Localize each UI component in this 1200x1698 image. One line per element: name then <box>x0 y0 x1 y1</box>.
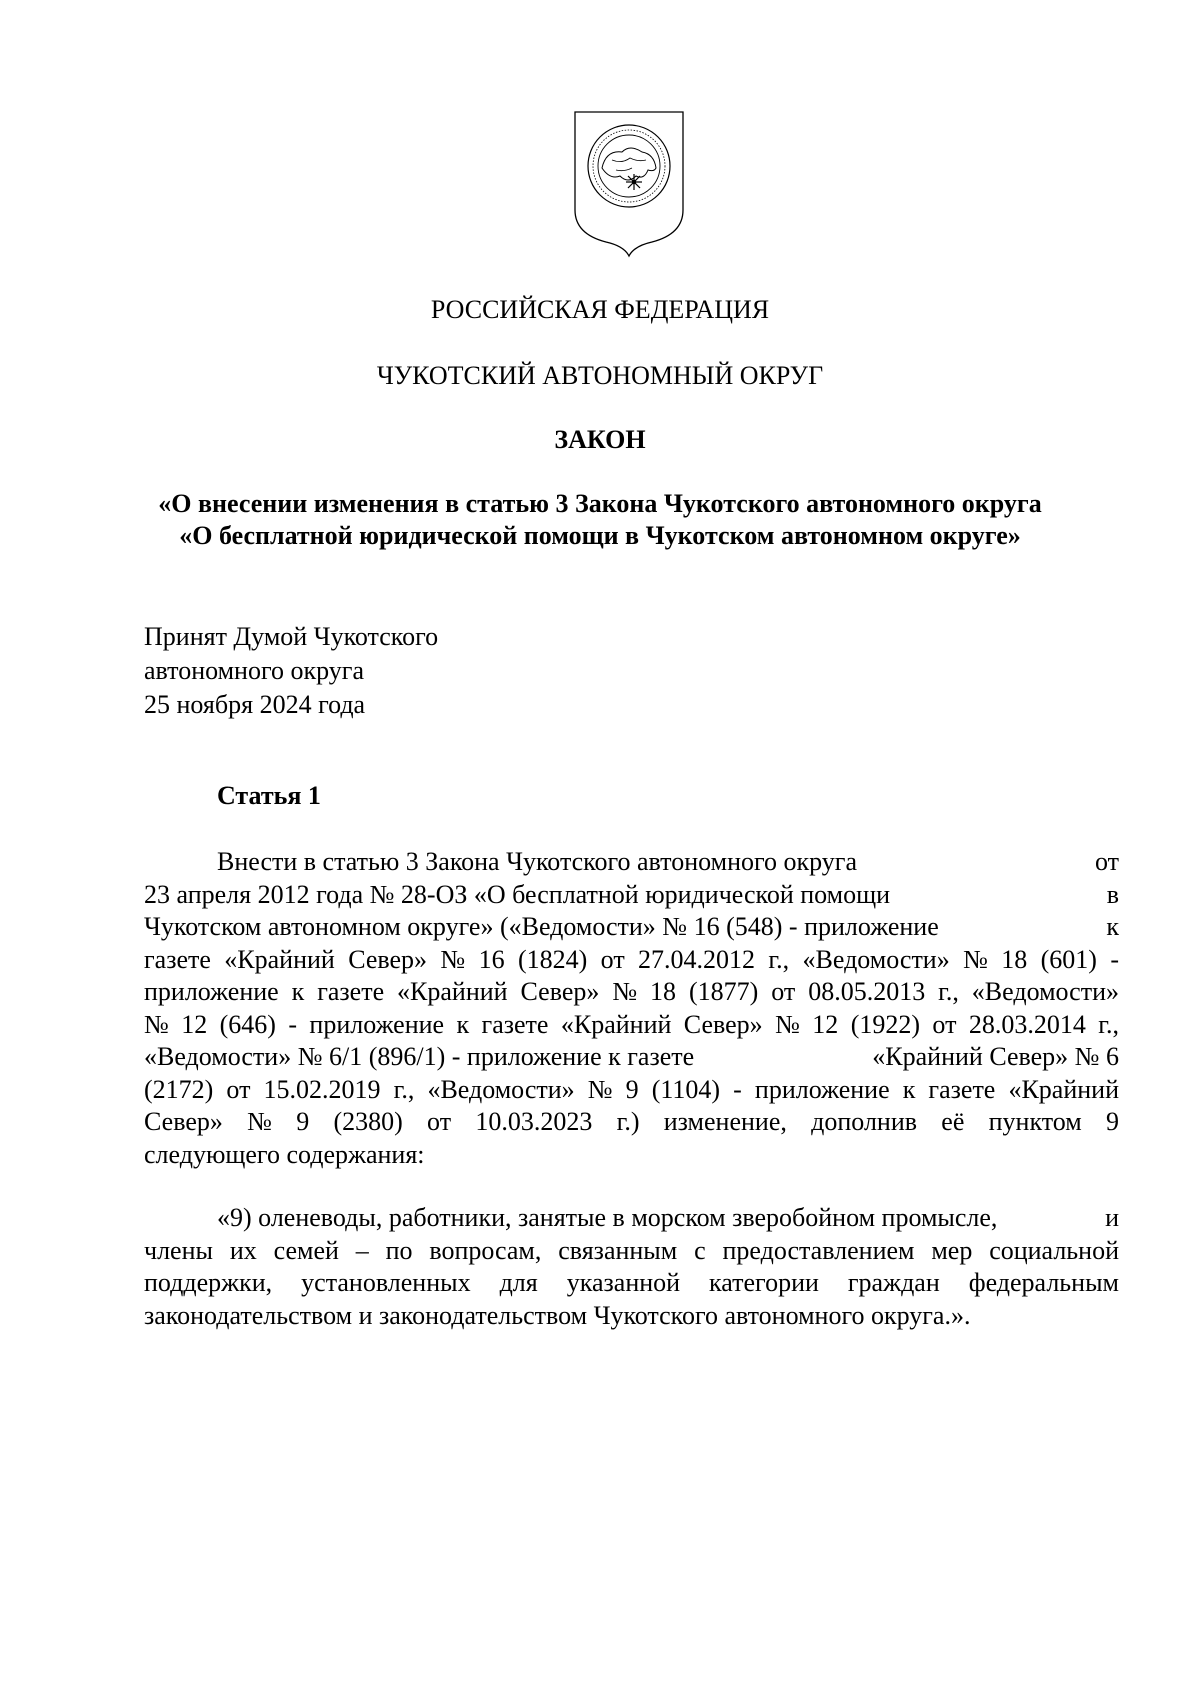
law-title-line: «О внесении изменения в статью 3 Закона Чукотского автономного округа <box>158 489 1042 518</box>
adoption-note-line: автономного округа <box>144 656 364 685</box>
adoption-date: 25 ноября 2024 года <box>144 690 366 719</box>
text-segment: (2172) от 15.02.2019 г., «Ведомости» № 9 (1104) - приложение к газете «Крайний <box>144 1074 1119 1104</box>
text-segment: в <box>1106 879 1119 909</box>
paragraph-line <box>144 1139 1119 1172</box>
text-segment: Внести в статью 3 Закона Чукотского автономного округа <box>217 847 857 876</box>
paragraph-line <box>144 1267 1119 1300</box>
paragraph-line <box>144 1202 1119 1235</box>
text-segment: и <box>1105 1203 1119 1232</box>
paragraph-line <box>144 1074 1119 1107</box>
article-heading: Статья 1 <box>217 781 321 810</box>
text-segment: «Крайний Север» № 6 <box>872 1042 1119 1071</box>
paragraph-line <box>144 976 1119 1009</box>
adoption-note-line: Принят Думой Чукотского <box>144 622 439 651</box>
text-segment: законодательством и законодательством Чукотского автономного округа.». <box>144 1300 971 1330</box>
paragraph-line <box>144 1009 1119 1042</box>
law-title <box>100 488 1100 552</box>
paragraph-line <box>144 911 1119 944</box>
text-segment: 23 апреля 2012 года № 28-ОЗ «О бесплатной юридической помощи <box>144 879 891 909</box>
paragraph-line <box>144 1041 1119 1074</box>
paragraph-line <box>144 879 1119 912</box>
document-type-heading: ЗАКОН <box>554 425 646 454</box>
text-segment: поддержки, установленных для указанной категории граждан федеральным <box>144 1268 1119 1297</box>
article-paragraph <box>144 846 1119 1171</box>
text-segment: газете «Крайний Север» № 16 (1824) от 27.04.2012 г., «Ведомости» № 18 (601) - <box>144 944 1119 974</box>
text-segment: приложение к газете «Крайний Север» № 18 (1877) от 08.05.2013 г., «Ведомости» <box>144 977 1119 1006</box>
text-segment: Север» № 9 (2380) от 10.03.2023 г.) изменение, дополнив её пунктом 9 <box>144 1107 1119 1136</box>
federation-heading: РОССИЙСКАЯ ФЕДЕРАЦИЯ <box>430 295 770 324</box>
text-segment: № 12 (646) - приложение к газете «Крайний Север» № 12 (1922) от 28.03.2014 г., <box>144 1009 1119 1039</box>
coat-of-arms-emblem <box>572 110 686 258</box>
paragraph-line <box>144 846 1119 879</box>
region-heading: ЧУКОТСКИЙ АВТОНОМНЫЙ ОКРУГ <box>376 361 824 390</box>
paragraph-line <box>144 1235 1119 1268</box>
text-segment: «Ведомости» № 6/1 (896/1) - приложение к газете <box>144 1042 695 1071</box>
adoption-note <box>144 620 438 722</box>
text-segment: следующего содержания: <box>144 1139 425 1169</box>
paragraph-line <box>144 944 1119 977</box>
amendment-paragraph <box>144 1202 1119 1332</box>
text-segment: члены их семей – по вопросам, связанным с предоставлением мер социальной <box>144 1235 1119 1265</box>
paragraph-line <box>144 1300 1119 1333</box>
text-segment: «9) оленеводы, работники, занятые в морском зверобойном промысле, <box>217 1203 998 1232</box>
text-segment: Чукотском автономном округе» («Ведомости» № 16 (548) - приложение <box>144 912 939 941</box>
text-segment: к <box>1106 912 1119 941</box>
law-title-line: «О бесплатной юридической помощи в Чукотском автономном округе» <box>179 521 1021 550</box>
text-segment: от <box>1094 847 1119 876</box>
paragraph-line <box>144 1106 1119 1139</box>
